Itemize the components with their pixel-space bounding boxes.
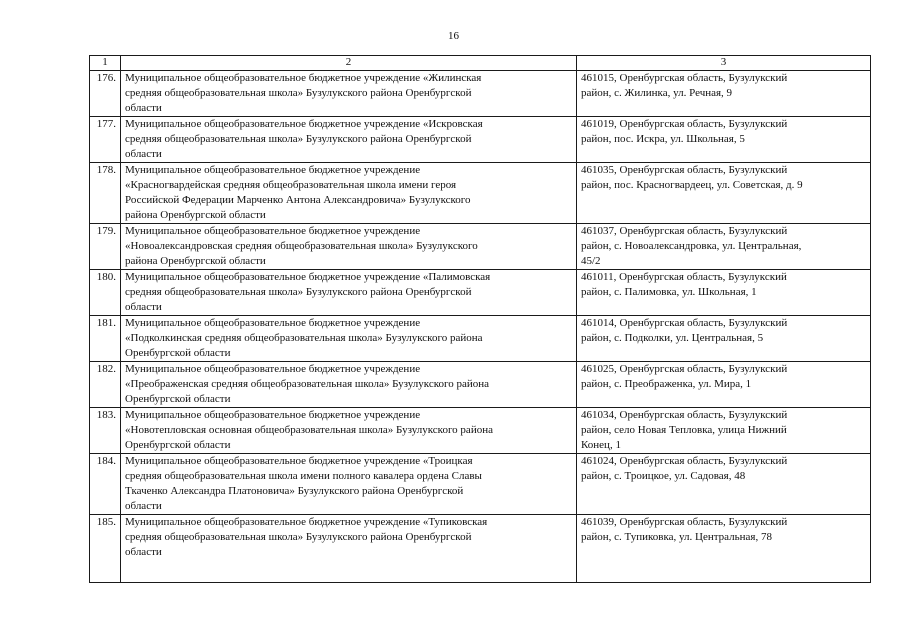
row-number: 182.: [90, 362, 121, 408]
row-number: 179.: [90, 224, 121, 270]
institution-name: Муниципальное общеобразовательное бюджетное учреждение «Троицкая средняя общеобразовательная школа имени полного кавалера ордена Славы Ткаченко Александра Платоновича» Бузулукского района Оренбургской области: [121, 454, 577, 515]
institution-address: 461011, Оренбургская область, Бузулукский район, с. Палимовка, ул. Школьная, 1: [577, 270, 871, 316]
row-number: 181.: [90, 316, 121, 362]
institution-address: 461019, Оренбургская область, Бузулукский район, пос. Искра, ул. Школьная, 5: [577, 117, 871, 163]
institution-name: Муниципальное общеобразовательное бюджетное учреждение «Палимовская средняя общеобразовательная школа» Бузулукского района Оренбургской области: [121, 270, 577, 316]
table-row: [90, 117, 871, 163]
institution-address: 461034, Оренбургская область, Бузулукский район, село Новая Тепловка, улица Нижний Конец, 1: [577, 408, 871, 454]
institution-address: 461024, Оренбургская область, Бузулукский район, с. Троицкое, ул. Садовая, 48: [577, 454, 871, 515]
institution-name: Муниципальное общеобразовательное бюджетное учреждение «Тупиковская средняя общеобразовательная школа» Бузулукского района Оренбургской области: [121, 515, 577, 583]
table-row: [90, 362, 871, 408]
table-header: [90, 56, 871, 71]
institution-name: Муниципальное общеобразовательное бюджетное учреждение «Красногвардейская средняя общеобразовательная школа имени героя Российской Федерации Марченко Антона Александровича» Бузулукского района Оренбургской области: [121, 163, 577, 224]
institution-address: 461037, Оренбургская область, Бузулукский район, с. Новоалександровка, ул. Центральная, 45/2: [577, 224, 871, 270]
table-row: [90, 408, 871, 454]
institution-address: 461039, Оренбургская область, Бузулукский район, с. Тупиковка, ул. Центральная, 78: [577, 515, 871, 583]
institution-name: Муниципальное общеобразовательное бюджетное учреждение «Подколкинская средняя общеобразовательная школа» Бузулукского района Оренбургской области: [121, 316, 577, 362]
row-number: 177.: [90, 117, 121, 163]
header-col-2: 2: [121, 56, 577, 71]
table-row: [90, 71, 871, 117]
table-row: [90, 316, 871, 362]
row-number: 185.: [90, 515, 121, 583]
institution-address: 461015, Оренбургская область, Бузулукский район, с. Жилинка, ул. Речная, 9: [577, 71, 871, 117]
institution-name: Муниципальное общеобразовательное бюджетное учреждение «Новотепловская основная общеобразовательная школа» Бузулукского района Оренбургской области: [121, 408, 577, 454]
institution-address: 461035, Оренбургская область, Бузулукский район, пос. Красногвардеец, ул. Советская, д. 9: [577, 163, 871, 224]
institution-name: Муниципальное общеобразовательное бюджетное учреждение «Преображенская средняя общеобразовательная школа» Бузулукского района Оренбургской области: [121, 362, 577, 408]
row-number: 184.: [90, 454, 121, 515]
institution-address: 461025, Оренбургская область, Бузулукский район, с. Преображенка, ул. Мира, 1: [577, 362, 871, 408]
table-body: [90, 71, 871, 583]
institution-address: 461014, Оренбургская область, Бузулукский район, с. Подколки, ул. Центральная, 5: [577, 316, 871, 362]
table-row: [90, 163, 871, 224]
header-col-3: 3: [577, 56, 871, 71]
table-row: [90, 515, 871, 583]
table-row: [90, 270, 871, 316]
table-row: [90, 454, 871, 515]
institution-name: Муниципальное общеобразовательное бюджетное учреждение «Жилинская средняя общеобразовательная школа» Бузулукского района Оренбургской области: [121, 71, 577, 117]
institution-name: Муниципальное общеобразовательное бюджетное учреждение «Искровская средняя общеобразовательная школа» Бузулукского района Оренбургской области: [121, 117, 577, 163]
table-row: [90, 224, 871, 270]
row-number: 176.: [90, 71, 121, 117]
row-number: 178.: [90, 163, 121, 224]
institutions-table: [89, 55, 871, 583]
institution-name: Муниципальное общеобразовательное бюджетное учреждение «Новоалександровская средняя общеобразовательная школа» Бузулукского района Оренбургской области: [121, 224, 577, 270]
page-number: 16: [448, 30, 459, 42]
header-col-1: 1: [90, 56, 121, 71]
row-number: 180.: [90, 270, 121, 316]
row-number: 183.: [90, 408, 121, 454]
